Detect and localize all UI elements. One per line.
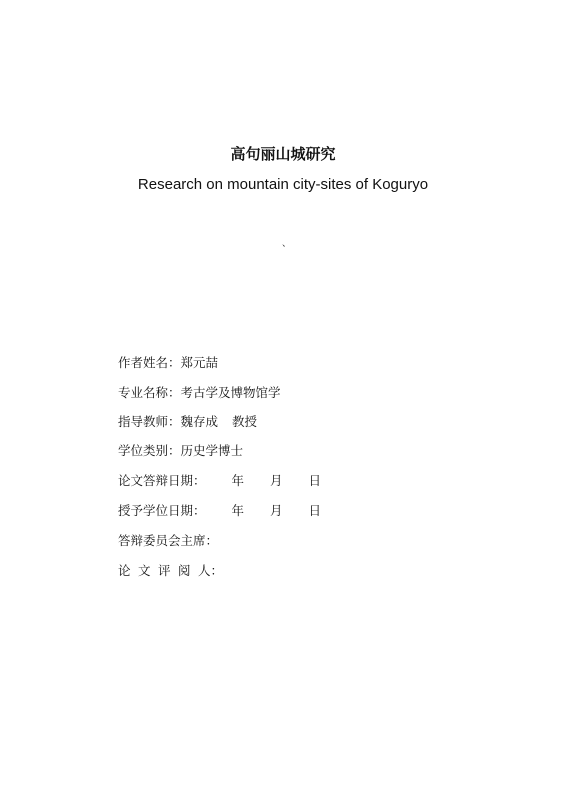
reviewers-char-1: 论 (118, 563, 131, 578)
award-month: 月 (270, 503, 283, 518)
advisor-name: 魏存成 (180, 414, 219, 429)
reviewers-char-5: 人： (198, 563, 224, 578)
defense-day: 日 (308, 473, 322, 488)
committee-chair-row (118, 532, 218, 550)
thesis-title-english: Research on mountain city-sites of Koguryo (137, 176, 429, 193)
author-label: 作者姓名： (118, 355, 181, 370)
thesis-title-chinese: 高句丽山城研究 (230, 145, 336, 163)
award-year: 年 (231, 503, 245, 518)
advisor-label: 指导教师： (118, 414, 181, 429)
major-row (118, 384, 281, 402)
degree-value: 历史学博士 (180, 443, 244, 458)
author-value: 郑元喆 (180, 355, 219, 370)
committee-chair-label: 答辩委员会主席： (118, 533, 219, 548)
award-date-label: 授予学位日期： (118, 503, 206, 518)
reviewers-char-3: 评 (158, 563, 171, 578)
defense-year: 年 (231, 473, 245, 488)
award-day: 日 (308, 503, 322, 518)
major-value: 考古学及博物馆学 (180, 385, 281, 400)
degree-row (118, 442, 243, 460)
major-label: 专业名称： (118, 385, 181, 400)
defense-month: 月 (270, 473, 283, 488)
defense-date-label: 论文答辩日期： (118, 473, 206, 488)
advisor-row (118, 413, 257, 431)
degree-label: 学位类别： (118, 443, 181, 458)
defense-date-row (118, 472, 321, 490)
author-row (118, 354, 218, 372)
reviewers-char-2: 文 (138, 563, 151, 578)
stray-mark: 、 (282, 238, 292, 248)
reviewers-row (118, 562, 223, 580)
advisor-title: 教授 (232, 414, 258, 429)
reviewers-char-4: 阅 (178, 563, 191, 578)
award-date-row (118, 502, 321, 520)
